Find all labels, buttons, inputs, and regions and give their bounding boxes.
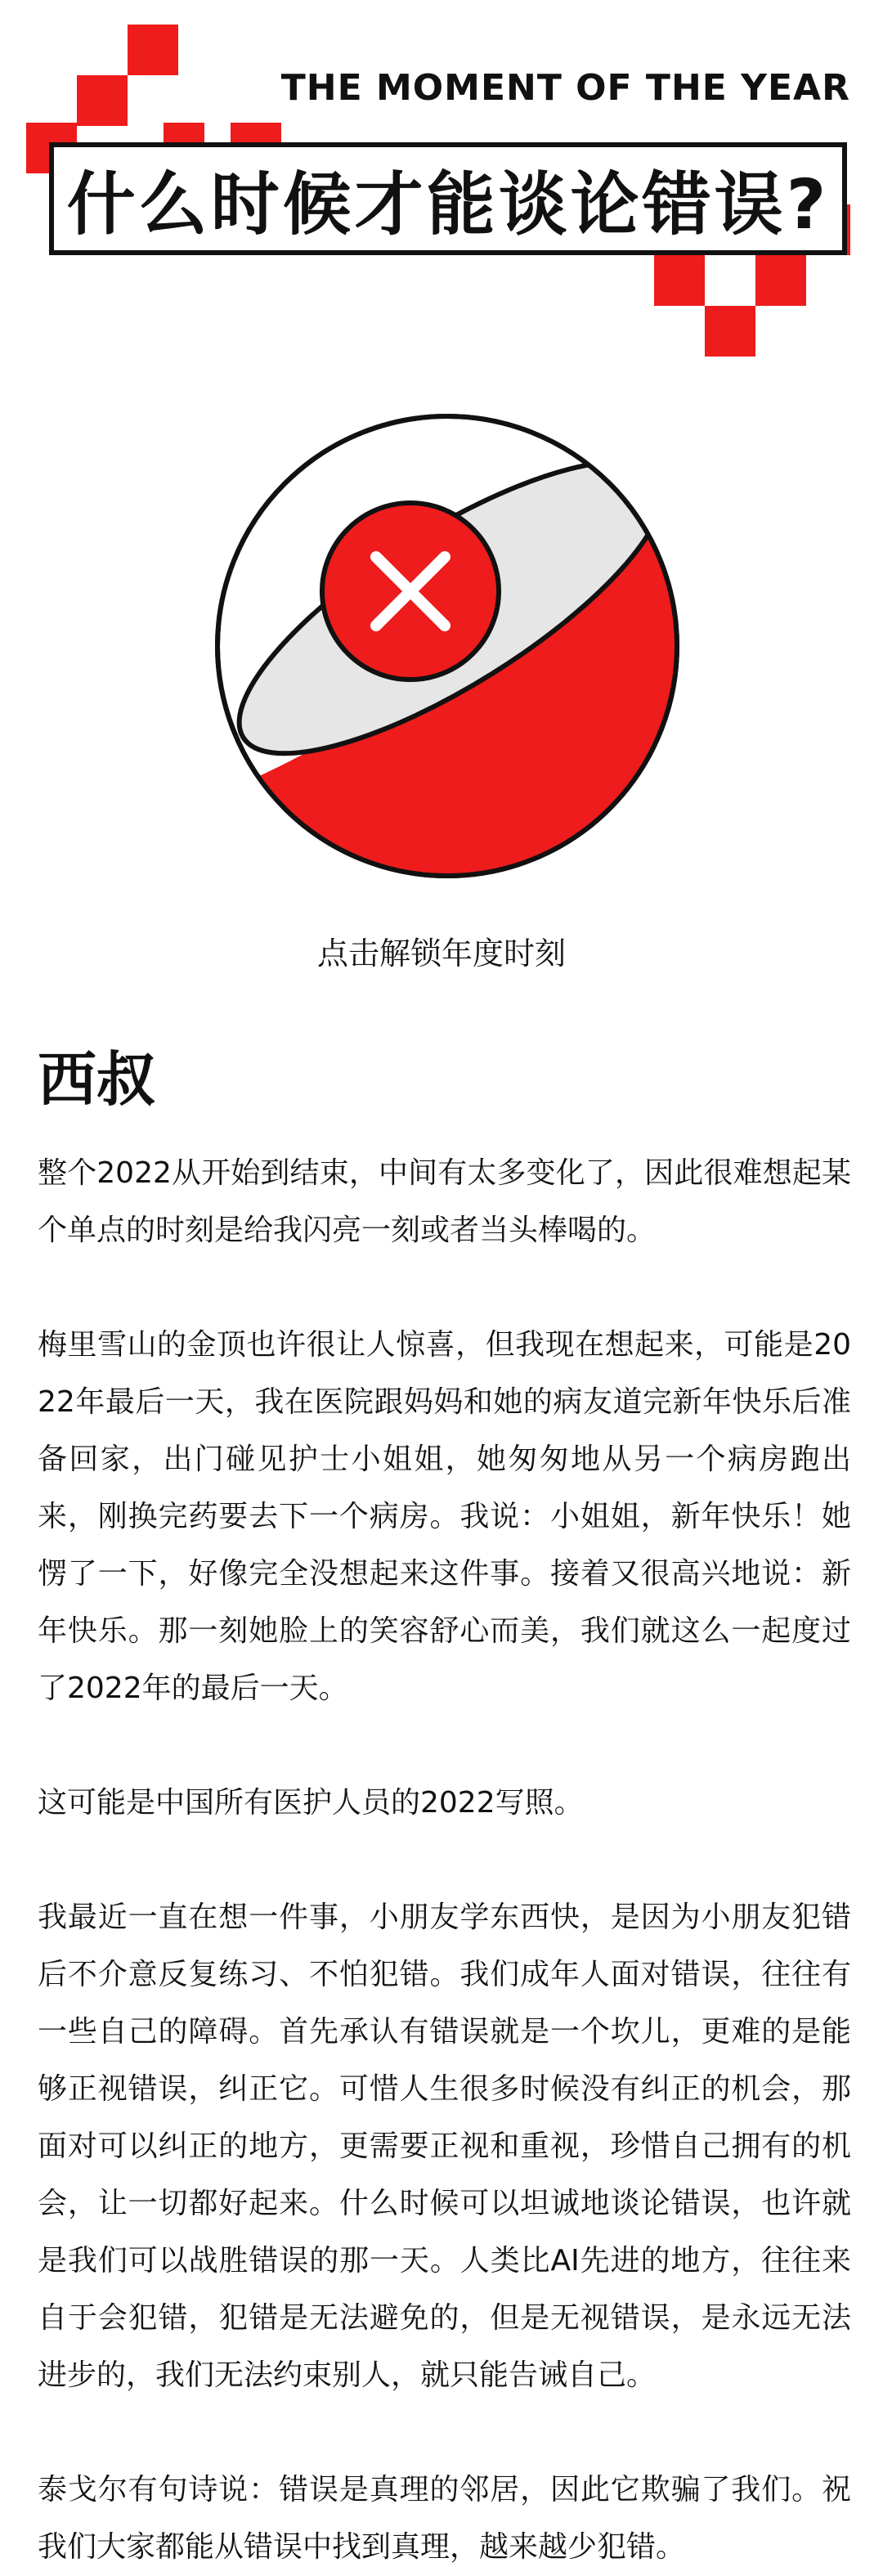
error-x-icon — [322, 503, 499, 680]
title-box — [49, 142, 847, 255]
article-paragraph: 这可能是中国所有医护人员的2022写照。 — [38, 1786, 584, 1820]
article-paragraph: 梅里雪山的金顶也许很让人惊喜，但我现在想起来，可能是2022年最后一天，我在医院跟妈妈和她的病友道完新年快乐后准备回家，出门碰见护士小姐姐，她匆匆地从另一个病房跑出来，刚换完药要去下一个病房。我说：小姐姐，新年快乐！她愣了一下，好像完全没想起来这件事。接着又很高兴地说：新年快乐。那一刻她脸上的笑容舒心而美，我们就这么一起度过了2022年的最后一天。 — [38, 1328, 851, 1705]
page-title: 什么时候才能谈论错误? — [66, 164, 830, 245]
article-paragraph: 泰戈尔有句诗说：错误是真理的邻居，因此它欺骗了我们。祝我们大家都能从错误中找到真理，越来越少犯错。 — [38, 2473, 851, 2564]
unlock-caption[interactable]: 点击解锁年度时刻 — [316, 936, 566, 972]
article-body — [38, 1145, 851, 2576]
header-tagline: THE MOMENT OF THE YEAR — [280, 67, 850, 109]
article-paragraph: 我最近一直在想一件事，小朋友学东西快，是因为小朋友犯错后不介意反复练习、不怕犯错。我们成年人面对错误，往往有一些自己的障碍。首先承认有错误就是一个坎儿，更难的是能够正视错误，纠正它。可惜人生很多时候没有纠正的机会，那面对可以纠正的地方，更需要正视和重视，珍惜自己拥有的机会，让一切都好起来。什么时候可以坦诚地谈论错误，也许就是我们可以战胜错误的那一天。人类比AI先进的地方，往往来自于会犯错，犯错是无法避免的，但是无视错误，是永远无法进步的，我们无法约束别人，就只能告诫自己。 — [38, 1901, 851, 2392]
author-name: 西叔 — [38, 1045, 156, 1114]
error-emblem[interactable] — [214, 413, 680, 879]
article-paragraph: 整个2022从开始到结束，中间有太多变化了，因此很难想起某个单点的时刻是给我闪亮一刻或者当头棒喝的。 — [38, 1156, 851, 1247]
